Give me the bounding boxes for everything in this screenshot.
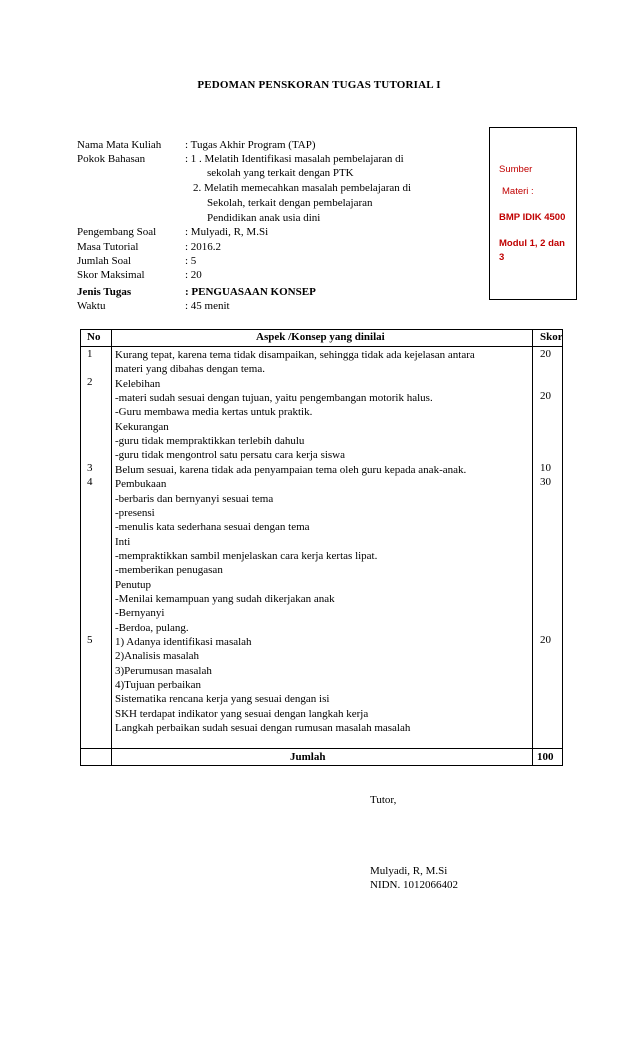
aspect-line: -menulis kata sederhana sesuai dengan tema [115,521,310,534]
total-label: Jumlah [290,751,326,763]
footer-divider [81,748,562,749]
aspect-line: 3)Perumusan masalah [115,664,212,677]
header-no: No [87,331,101,343]
aspect-line: -Berdoa, pulang. [115,621,189,634]
aspect-line: Kelebihan [115,377,161,390]
aspect-line: Langkah perbaikan sudah sesuai dengan rumusan masalah masalah [115,722,411,735]
row-number: 3 [87,462,93,474]
aspect-line: -presensi [115,506,155,519]
header-divider [81,346,562,347]
info-jenis-tugas [77,285,316,299]
aspect-line: -memberikan penugasan [115,564,223,577]
source-box-line: BMP IDIK 4500 [499,212,566,223]
aspect-line: -Menilai kemampuan yang sudah dikerjakan anak [115,592,335,605]
info-value: : 1 . Melatih Identifikasi masalah pembelajaran di [185,153,404,165]
aspect-line: Penutup [115,578,152,591]
scoring-table [80,329,563,766]
info-label: Pokok Bahasan [77,153,146,165]
aspect-line: -guru tidak mengontrol satu persatu cara kerja siswa [115,449,346,462]
column-divider [111,330,112,765]
document-title: PEDOMAN PENSKORAN TUGAS TUTORIAL I [197,79,441,91]
row-number: 5 [87,634,93,646]
info-waktu [77,299,230,313]
source-box-line: Sumber [499,164,533,175]
aspect-line: 1) Adanya identifikasi masalah [115,636,252,648]
pokok-bahasan-line: 2. Melatih memecahkan masalah pembelajaran di [193,182,412,194]
info-jumlah-soal [77,254,196,268]
aspect-line: -mempraktikkan sambil menjelaskan cara kerja kertas lipat. [115,549,378,562]
aspect-line: 4)Tujuan perbaikan [115,679,202,692]
row-score: 20 [540,390,551,402]
aspect-line: Pembukaan [115,478,167,491]
row-number: 4 [87,476,93,488]
aspect-line: Kurang tepat, karena tema tidak disampaikan, sehingga tidak ada kejelasan antara [115,349,475,361]
source-box [489,127,577,300]
info-label: Skor Maksimal [77,269,145,281]
info-label: Nama Mata Kuliah [77,139,162,151]
info-pengembang-soal [77,225,268,239]
row-score: 10 [540,462,551,474]
aspect-line: -berbaris dan bernyanyi sesuai tema [115,492,274,505]
info-label: Masa Tutorial [77,241,139,253]
aspect-line: SKH terdapat indikator yang sesuai dengan langkah kerja [115,707,369,720]
aspect-line: Kekurangan [115,420,169,433]
info-nama-mata-kuliah [77,138,316,152]
source-box-line: Materi : [502,186,534,197]
info-masa-tutorial [77,240,221,254]
aspect-line: -Bernyanyi [115,607,165,620]
info-label: Jumlah Soal [77,255,132,267]
info-value: : 45 menit [185,300,230,312]
aspect-line: -Guru membawa media kertas untuk praktik. [115,406,313,419]
info-value: : 20 [185,269,202,281]
aspect-line: 2)Analisis masalah [115,650,200,663]
aspect-line: materi yang dibahas dengan tema. [115,363,265,376]
total-value: 100 [537,751,554,763]
aspect-line: Inti [115,535,131,548]
info-label: Waktu [77,300,106,312]
info-label: Jenis Tugas [77,286,132,298]
header-skor: Skor [540,331,563,343]
row-score: 30 [540,476,551,488]
tutor-name: Mulyadi, R, M.Si [370,865,448,877]
pokok-bahasan-line: Pendidikan anak usia dini [207,212,321,224]
row-number: 1 [87,348,93,360]
pokok-bahasan-line: Sekolah, terkait dengan pembelajaran [207,197,373,209]
tutor-nidn: NIDN. 1012066402 [370,879,458,891]
info-skor-maksimal [77,268,202,282]
info-label: Pengembang Soal [77,226,157,238]
source-box-line: Modul 1, 2 dan [499,238,565,249]
info-value: : PENGUASAAN KONSEP [185,286,316,298]
column-divider [532,330,533,765]
info-pokok-bahasan [77,152,404,166]
tutor-label: Tutor, [370,794,397,806]
aspect-line: Belum sesuai, karena tidak ada penyampaian tema oleh guru kepada anak-anak. [115,463,467,476]
header-aspek: Aspek /Konsep yang dinilai [256,331,385,343]
aspect-line: -guru tidak mempraktikkan terlebih dahulu [115,435,305,448]
aspect-line: -materi sudah sesuai dengan tujuan, yaitu pengembangan motorik halus. [115,392,433,405]
source-box-line: 3 [499,252,505,263]
info-value: : 5 [185,255,197,267]
row-score: 20 [540,634,551,646]
row-number: 2 [87,376,93,388]
row-score: 20 [540,348,551,360]
pokok-bahasan-line: sekolah yang terkait dengan PTK [207,167,354,179]
info-value: : Mulyadi, R, M.Si [185,226,269,238]
info-value: : Tugas Akhir Program (TAP) [185,139,316,151]
info-value: : 2016.2 [185,241,222,253]
aspect-line: Sistematika rencana kerja yang sesuai dengan isi [115,693,330,706]
